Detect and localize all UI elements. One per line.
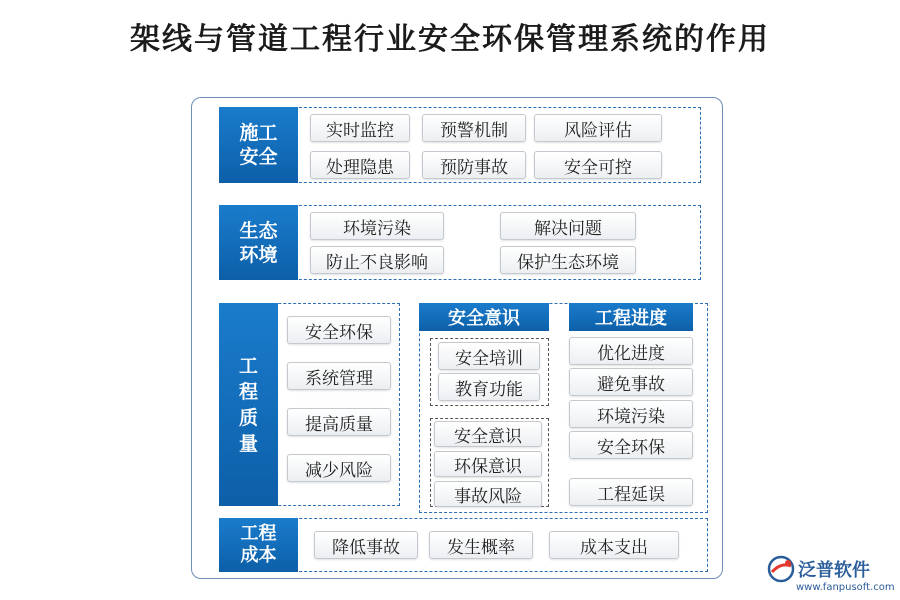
quality-item: 系统管理 <box>287 362 391 390</box>
progress-item: 安全环保 <box>569 431 693 459</box>
cost-item: 成本支出 <box>549 531 679 559</box>
ecology-label: 生态 环境 <box>219 205 298 280</box>
awareness-item: 安全培训 <box>438 342 540 370</box>
quality-item: 安全环保 <box>287 316 391 344</box>
ecology-item: 防止不良影响 <box>310 246 444 274</box>
quality-item: 提高质量 <box>287 408 391 436</box>
construction-safety-item: 实时监控 <box>310 114 410 142</box>
construction-safety-item: 预防事故 <box>422 151 526 179</box>
logo-icon <box>766 554 796 584</box>
progress-item: 避免事故 <box>569 368 693 396</box>
page-title: 架线与管道工程行业安全环保管理系统的作用 <box>130 22 770 57</box>
progress-item: 工程延误 <box>569 478 693 506</box>
progress-header: 工程进度 <box>569 303 693 331</box>
safety-awareness-header: 安全意识 <box>419 303 549 331</box>
awareness-item: 教育功能 <box>438 373 540 401</box>
quality-label: 工 程 质 量 <box>219 303 278 506</box>
cost-item: 降低事故 <box>314 531 418 559</box>
awareness-item: 安全意识 <box>434 421 542 447</box>
construction-safety-item: 处理隐患 <box>310 151 410 179</box>
quality-item: 减少风险 <box>287 454 391 482</box>
ecology-item: 保护生态环境 <box>500 246 636 274</box>
progress-item: 环境污染 <box>569 400 693 428</box>
cost-label: 工程 成本 <box>219 518 298 572</box>
construction-safety-label: 施工 安全 <box>219 107 298 183</box>
logo-url: www.fanpusoft.com <box>796 582 895 593</box>
construction-safety-item: 风险评估 <box>534 114 662 142</box>
brand-logo <box>766 554 896 596</box>
logo-name: 泛普软件 <box>798 560 870 581</box>
awareness-item: 事故风险 <box>434 481 542 507</box>
ecology-item: 环境污染 <box>310 212 444 240</box>
construction-safety-item: 预警机制 <box>422 114 526 142</box>
ecology-item: 解决问题 <box>500 212 636 240</box>
cost-item: 发生概率 <box>429 531 533 559</box>
construction-safety-item: 安全可控 <box>534 151 662 179</box>
awareness-item: 环保意识 <box>434 451 542 477</box>
progress-item: 优化进度 <box>569 337 693 365</box>
